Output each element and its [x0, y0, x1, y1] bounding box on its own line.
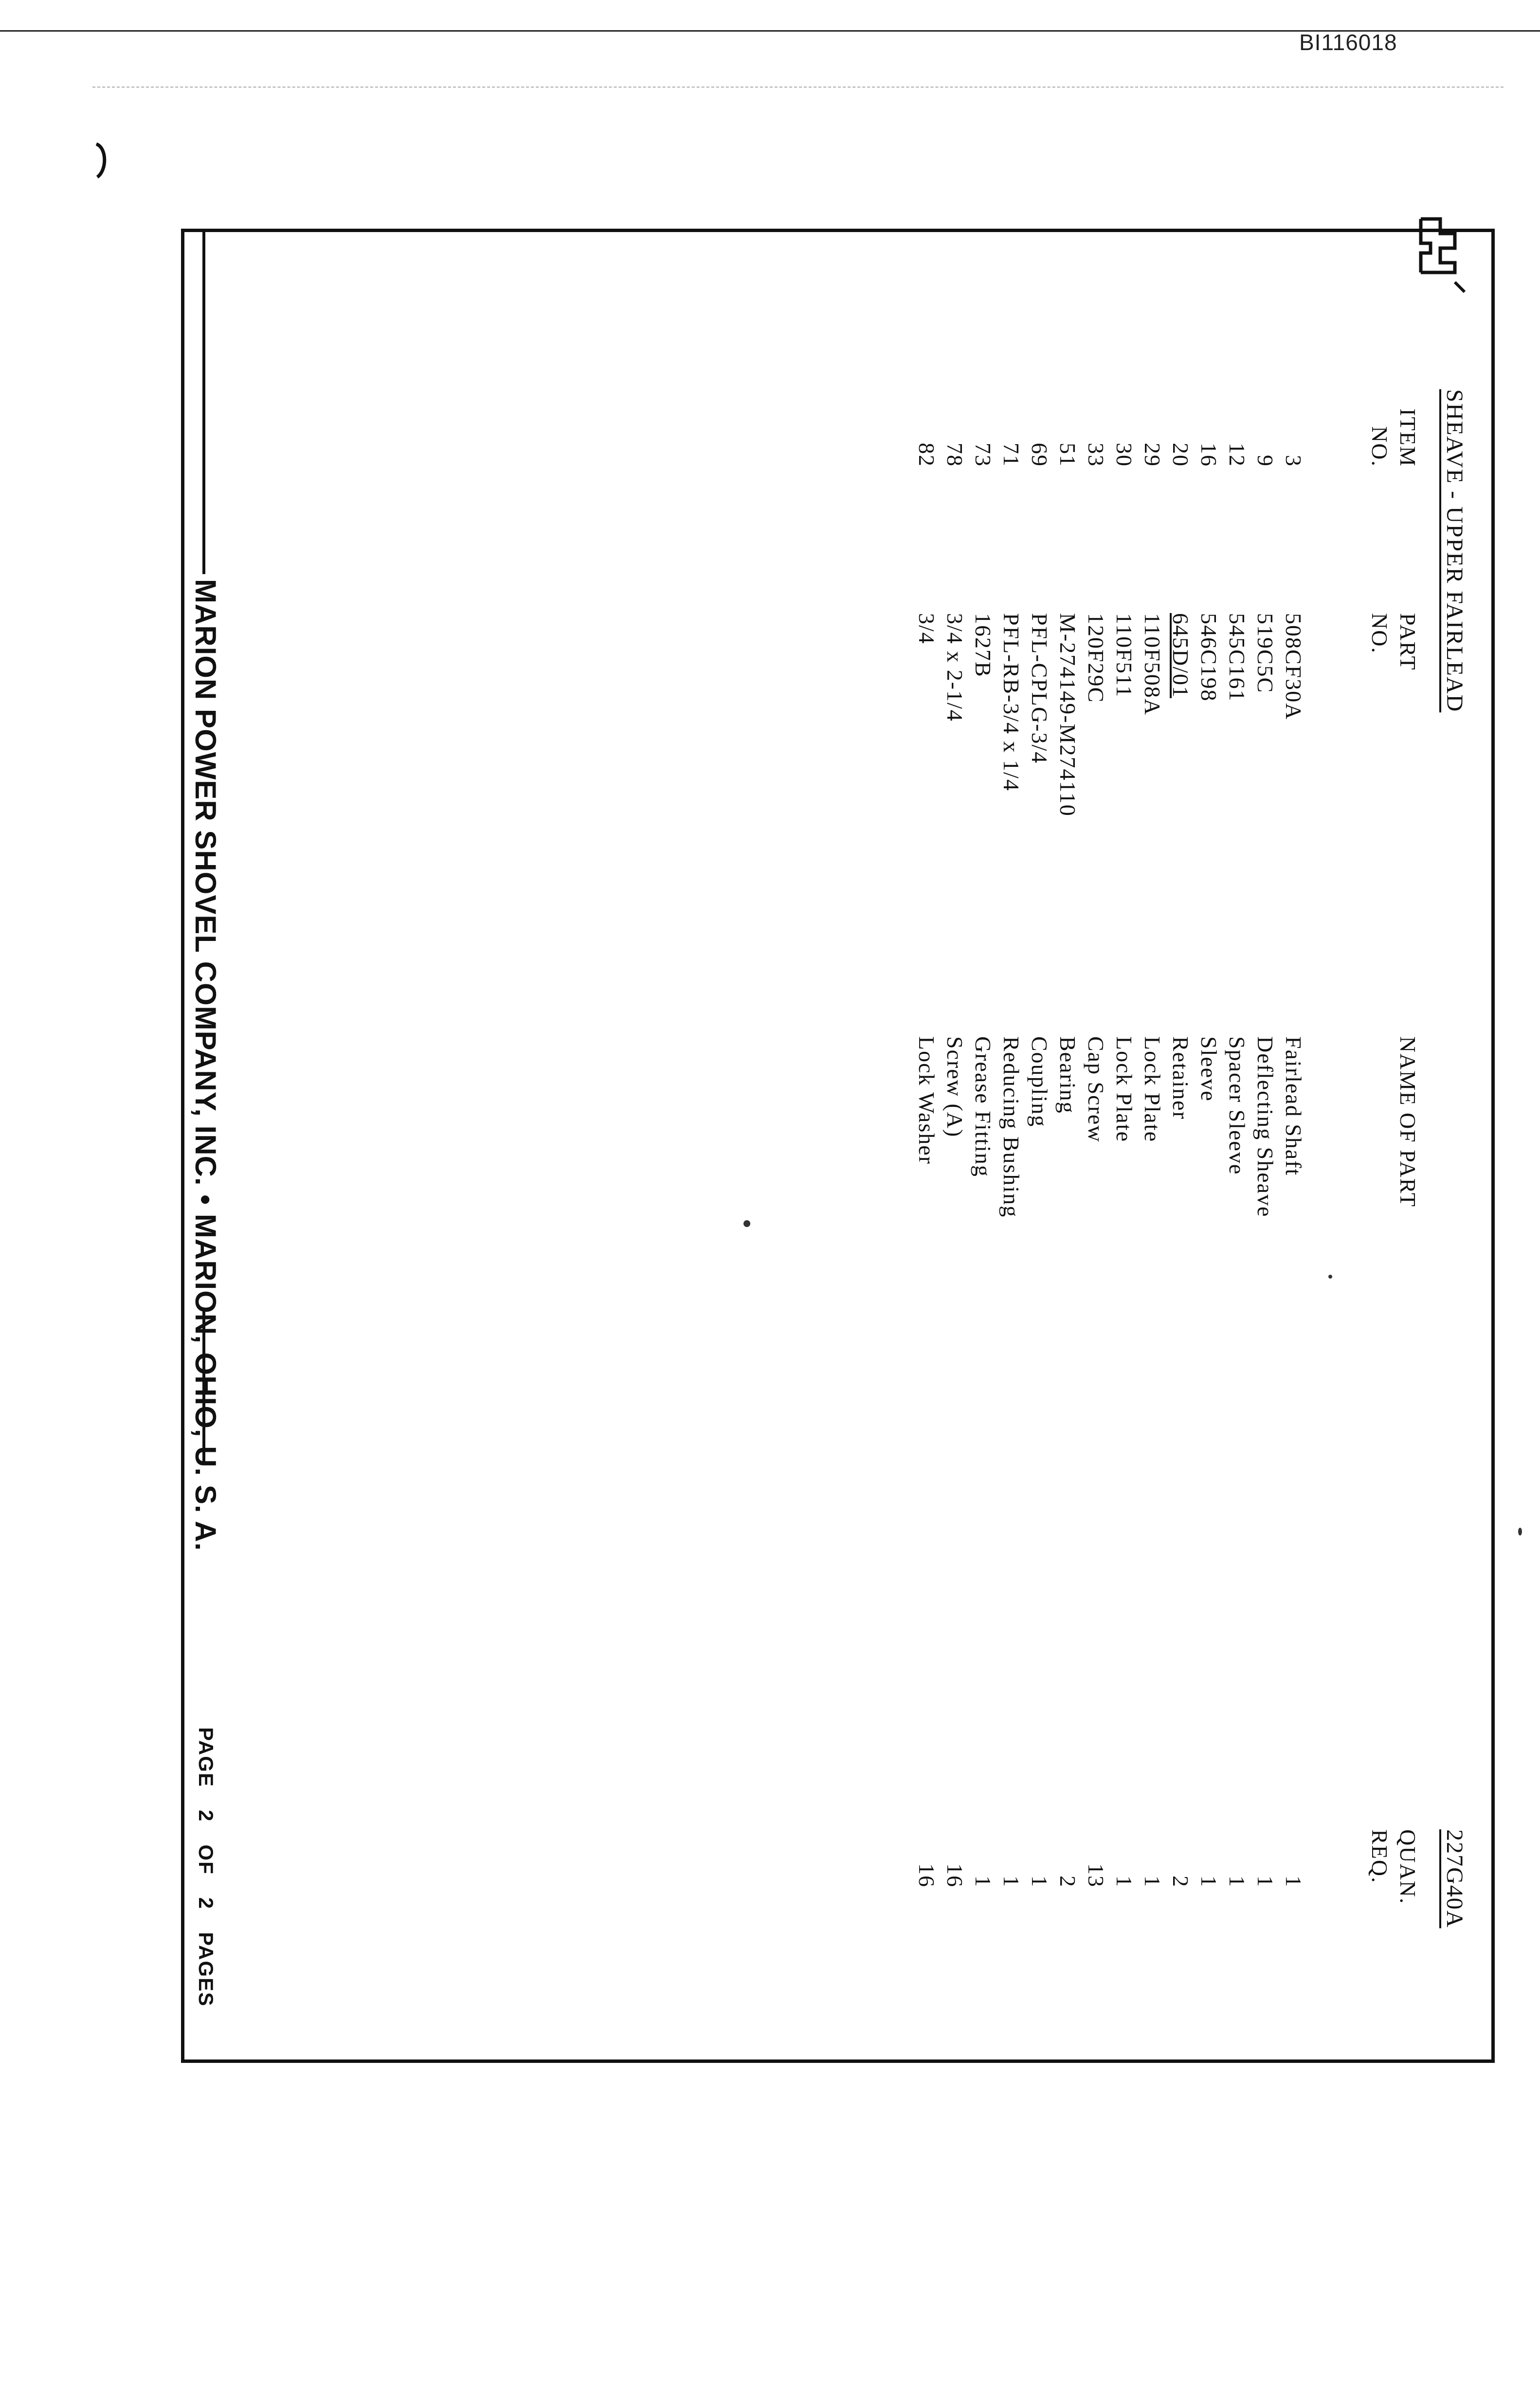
part-name: Sleeve	[1196, 1036, 1221, 1102]
table-row	[1251, 229, 1279, 2063]
scan-speck	[743, 1220, 750, 1227]
part-name: Coupling	[1027, 1036, 1052, 1128]
company-footer: MARION POWER SHOVEL COMPANY, INC. • MARION, OHIO, U. S. A.	[189, 579, 222, 1552]
part-name: Bearing	[1055, 1036, 1080, 1114]
sheet-title: SHEAVE - UPPER FAIRLEAD	[1442, 389, 1468, 713]
part-number: 545C161	[1225, 613, 1250, 702]
item-number: 33	[1084, 443, 1108, 467]
item-number: 16	[1196, 443, 1221, 467]
table-row	[1053, 229, 1082, 2063]
item-number: 69	[1027, 443, 1052, 467]
table-row	[912, 229, 941, 2063]
part-number: 120F29C	[1084, 613, 1108, 704]
page-word: PAGE	[195, 1727, 217, 1788]
quantity: 1	[1140, 1876, 1165, 1888]
part-name: Grease Fitting	[971, 1036, 996, 1177]
part-name: Cap Screw	[1084, 1036, 1108, 1143]
table-row	[1166, 229, 1195, 2063]
page-indicator	[194, 1727, 217, 2029]
header-name-of-part	[1394, 1036, 1422, 1328]
header-item-line2: NO.	[1367, 426, 1392, 467]
quantity: 1	[1196, 1876, 1221, 1888]
item-number: 51	[1055, 443, 1080, 467]
quantity: 13	[1084, 1863, 1108, 1888]
binder-hole-mark	[92, 141, 112, 180]
document-id: BI116018	[1299, 30, 1397, 55]
table-row	[941, 229, 969, 2063]
header-item-no	[1365, 389, 1422, 467]
table-row	[1082, 229, 1110, 2063]
table-row	[1279, 229, 1307, 2063]
rotated-parts-list	[181, 229, 1495, 2063]
part-number: 1627B	[971, 613, 996, 678]
table-row	[1138, 229, 1166, 2063]
table-row	[1025, 229, 1053, 2063]
header-item-line1: ITEM	[1395, 408, 1420, 467]
scan-speck	[1328, 1275, 1332, 1279]
parts-table-body	[912, 229, 1307, 2063]
part-name: Deflecting Sheave	[1253, 1036, 1278, 1218]
scan-dashed-line	[92, 87, 1504, 88]
footer-rule-left	[202, 229, 205, 574]
item-number: 3	[1281, 455, 1306, 467]
item-number: 30	[1112, 443, 1137, 467]
part-name: Lock Washer	[914, 1036, 939, 1165]
header-part-no	[1365, 613, 1422, 710]
header-part-line2: NO.	[1367, 613, 1392, 654]
quantity: 1	[971, 1876, 996, 1888]
scan-speck	[1518, 1528, 1522, 1535]
drawing-number: 227G40A	[1442, 1829, 1468, 1929]
item-number: 29	[1140, 443, 1165, 467]
part-number: 110F508A	[1140, 613, 1165, 716]
part-name: Retainer	[1168, 1036, 1193, 1120]
quantity: 1	[1253, 1876, 1278, 1888]
item-number: 71	[999, 443, 1024, 467]
table-row	[1223, 229, 1251, 2063]
quantity: 1	[999, 1876, 1024, 1888]
part-number: 3/4	[914, 613, 939, 645]
part-number: 645D/01	[1168, 613, 1193, 698]
of-word: OF	[195, 1844, 217, 1875]
table-row	[1110, 229, 1138, 2063]
item-number: 20	[1168, 443, 1193, 467]
part-number: 519C5C	[1253, 613, 1278, 694]
quantity: 16	[914, 1863, 939, 1888]
part-name: Reducing Bushing	[999, 1036, 1024, 1218]
part-number: 110F511	[1112, 613, 1137, 698]
part-number: 508CF30A	[1281, 613, 1306, 721]
part-number: 3/4 x 2-1/4	[942, 613, 967, 722]
quantity: 1	[1112, 1876, 1137, 1888]
table-row	[997, 229, 1025, 2063]
part-name: Spacer Sleeve	[1225, 1036, 1250, 1175]
item-number: 12	[1225, 443, 1250, 467]
pages-word: PAGES	[195, 1932, 217, 2007]
footer-rule-right	[202, 1309, 205, 1464]
quantity: 2	[1168, 1876, 1193, 1888]
part-number: M-274149-M274110	[1055, 613, 1080, 817]
part-name: Screw (A)	[942, 1036, 967, 1138]
header-qty-line1: QUAN.	[1395, 1829, 1420, 1905]
header-name-line1: NAME OF PART	[1395, 1036, 1420, 1208]
header-quantity-required	[1365, 1829, 1422, 1927]
quantity: 16	[942, 1863, 967, 1888]
item-number: 9	[1253, 455, 1278, 467]
table-row	[1195, 229, 1223, 2063]
quantity: 2	[1055, 1876, 1080, 1888]
header-part-line1: PART	[1395, 613, 1420, 671]
quantity: 1	[1027, 1876, 1052, 1888]
part-number: 546C198	[1196, 613, 1221, 702]
item-number: 82	[914, 443, 939, 467]
item-number: 78	[942, 443, 967, 467]
header-qty-line2: REQ.	[1367, 1829, 1392, 1884]
quantity: 1	[1281, 1876, 1306, 1888]
item-number: 73	[971, 443, 996, 467]
part-number: PFL-RB-3/4 x 1/4	[999, 613, 1024, 792]
page-total: 2	[195, 1897, 217, 1910]
quantity: 1	[1225, 1876, 1250, 1888]
part-name: Lock Plate	[1112, 1036, 1137, 1142]
part-name: Lock Plate	[1140, 1036, 1165, 1142]
page-number: 2	[195, 1809, 217, 1823]
part-number: PFL-CPLG-3/4	[1027, 613, 1052, 764]
part-name: Fairlead Shaft	[1281, 1036, 1306, 1176]
table-row	[969, 229, 997, 2063]
